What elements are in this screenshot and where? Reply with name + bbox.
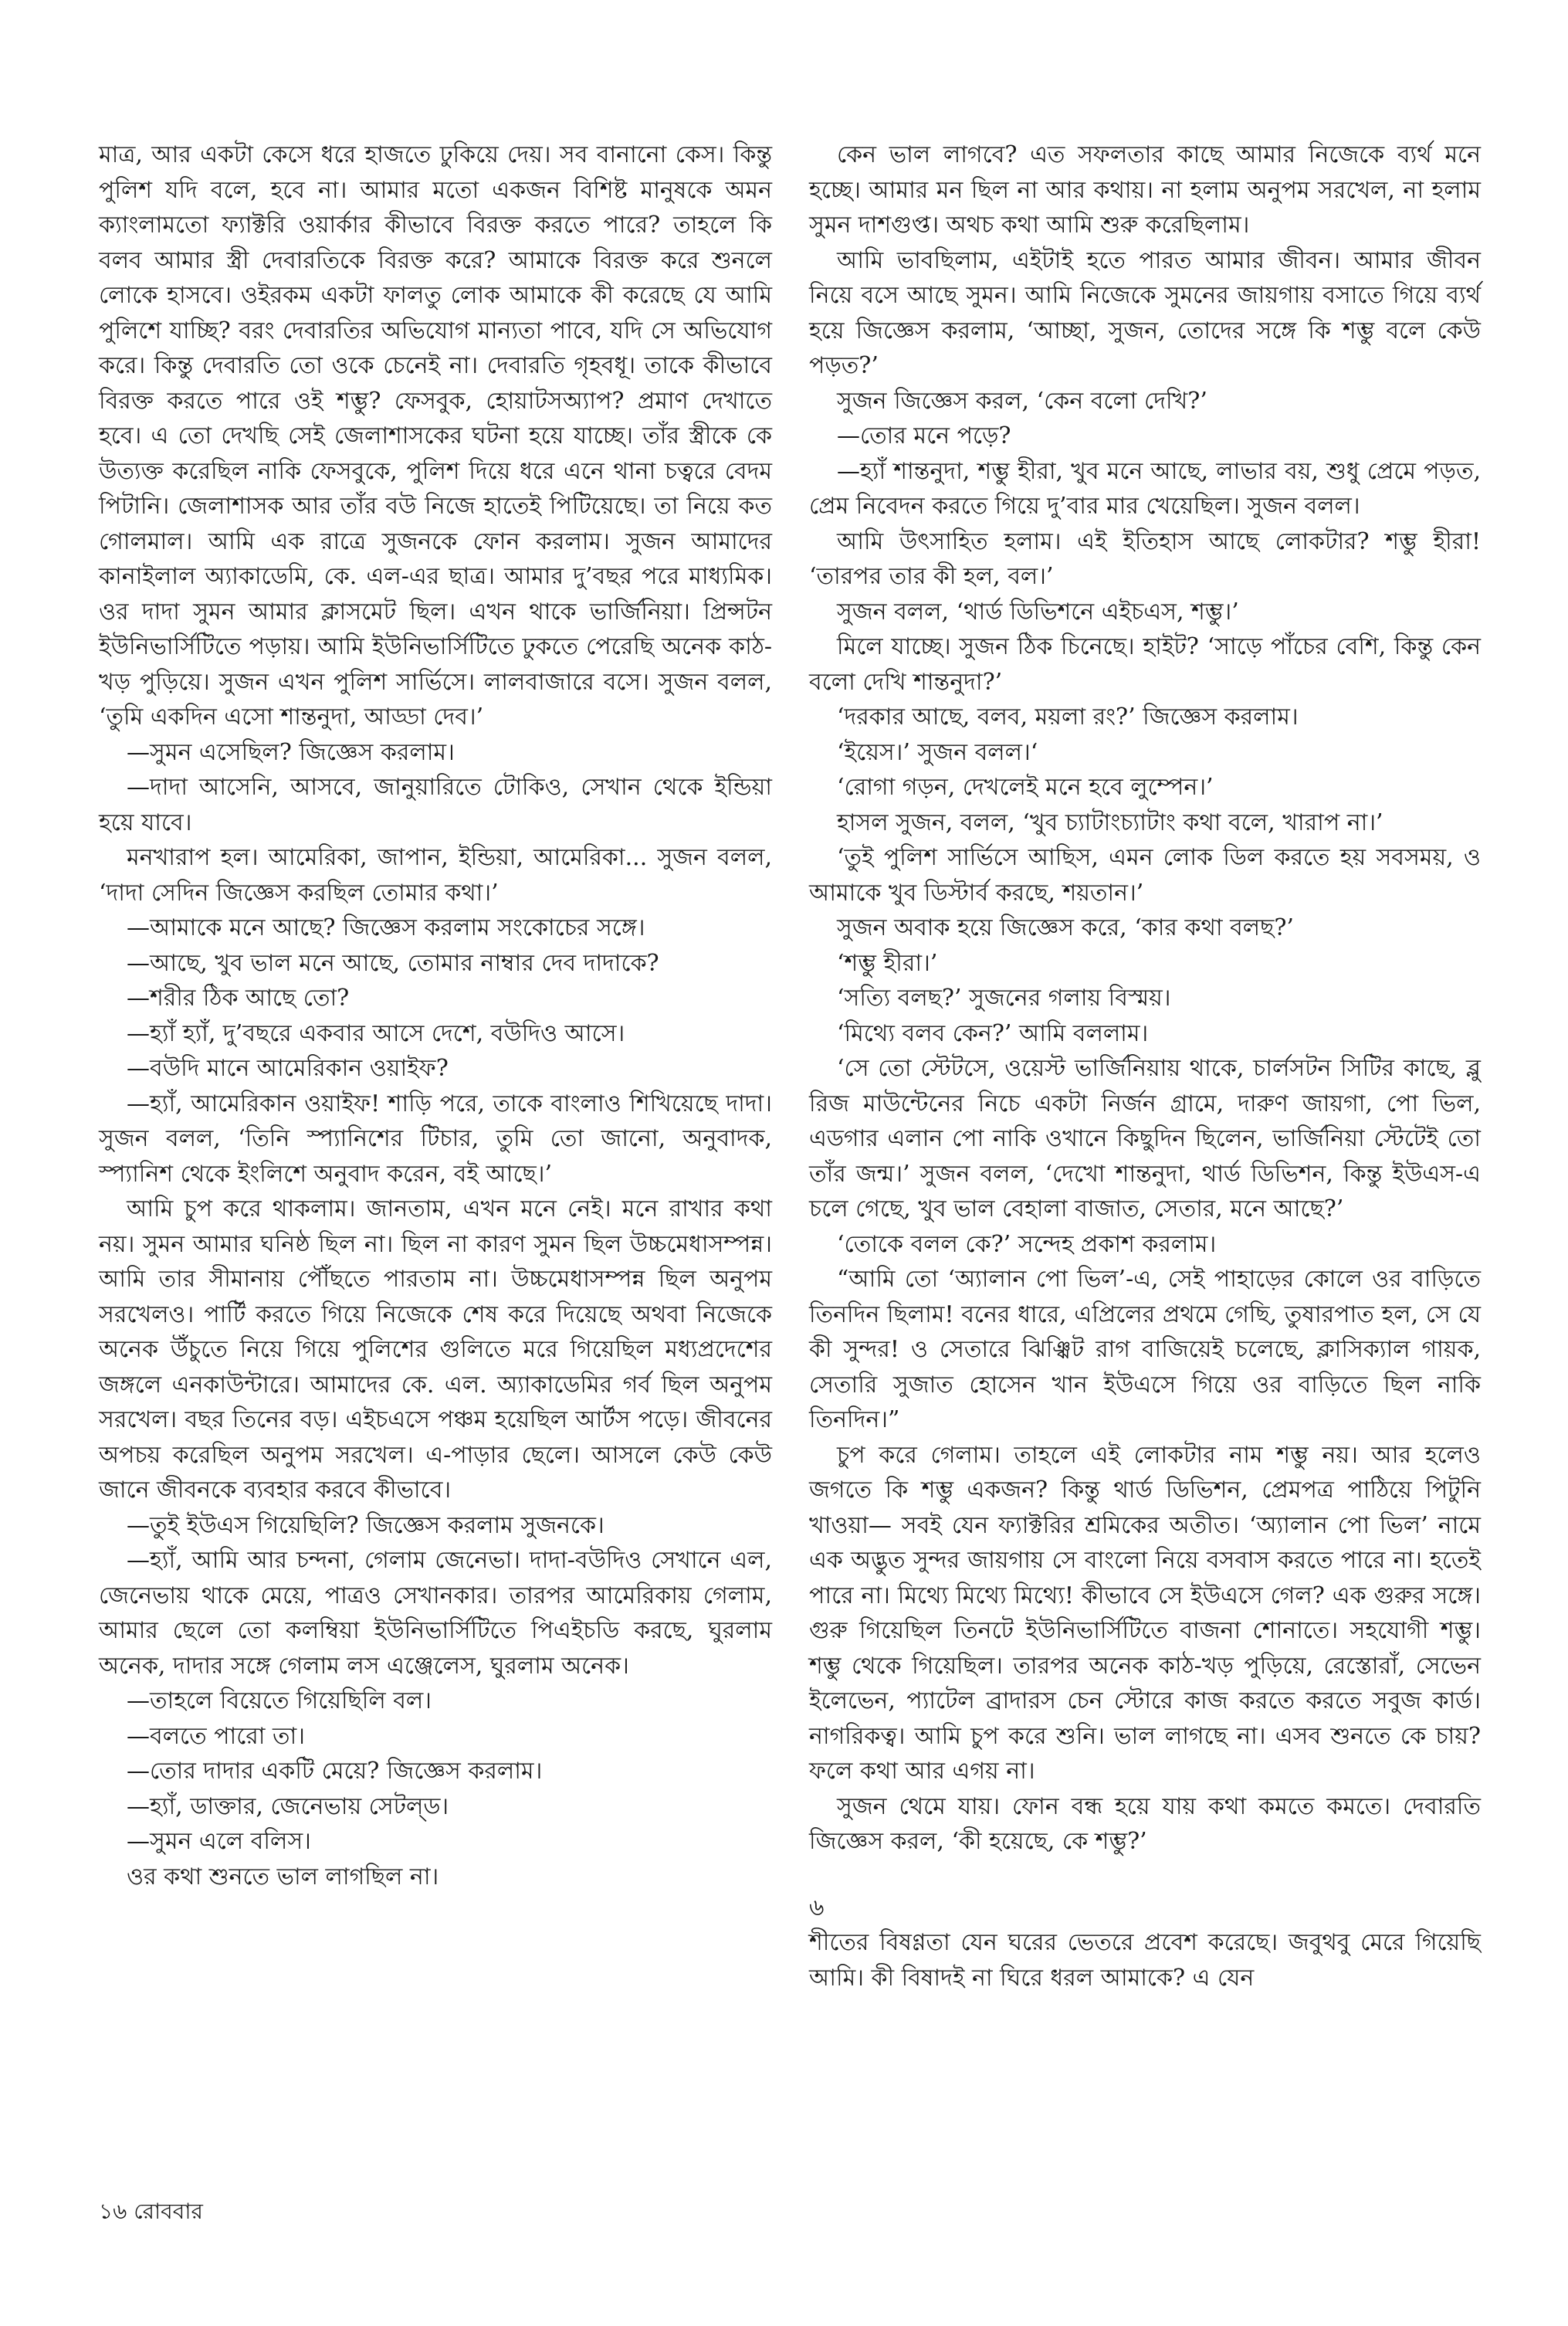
- paragraph: আমি উৎসাহিত হলাম। এই ইতিহাস আছে লোকটার? শম্ভু হীরা! ‘তারপর তার কী হল, বল।’: [809, 527, 1481, 590]
- paragraph: —হ্যাঁ, আমেরিকান ওয়াইফ! শাড়ি পরে, তাকে বাংলাও শিখিয়েছে দাদা। সুজন বলল, ‘তিনি স্প্যানিশের টিচার, তুমি তো জানো, অনুবাদক, স্প্যানিশ থেকে ইংলিশে অনুবাদ করেন, বই আছে।’: [99, 1090, 772, 1188]
- paragraph: সুজন অবাক হয়ে জিজ্ঞেস করে, ‘কার কথা বলছ?’: [837, 914, 1294, 941]
- paragraph: ‘ইয়েস।’ সুজন বলল।‘: [837, 738, 1038, 766]
- paragraph: মনখারাপ হল। আমেরিকা, জাপান, ইন্ডিয়া, আমেরিকা... সুজন বলল, ‘দাদা সেদিন জিজ্ঞেস করছিল তোমার কথা।’: [99, 844, 772, 907]
- paragraph: —শরীর ঠিক আছে তো?: [127, 985, 350, 1012]
- left-column: [99, 137, 772, 1894]
- paragraph: —হ্যাঁ, আমি আর চন্দনা, গেলাম জেনেভা। দাদা-বউদিও সেখানে এল, জেনেভায় থাকে মেয়ে, পাত্রও সেখানকার। তারপর আমেরিকায় গেলাম, আমার ছেলে তো কলম্বিয়া ইউনিভার্সিটিতে পিএইচডি করছে, ঘুরলাম অনেক, দাদার সঙ্গে গেলাম লস এঞ্জেলেস, ঘুরলাম অনেক।: [99, 1547, 772, 1680]
- paragraph: ‘মিথ্যে বলব কেন?’ আমি বললাম।: [837, 1019, 1149, 1047]
- paragraph: ‘সত্যি বলছ?’ সুজনের গলায় বিস্ময়।: [837, 985, 1171, 1012]
- paragraph: সুজন বলল, ‘থার্ড ডিভিশনে এইচএস, শম্ভু।’: [837, 598, 1239, 626]
- paragraph: সুজন জিজ্ঞেস করল, ‘কেন বলো দেখি?’: [837, 387, 1207, 415]
- paragraph: ওর কথা শুনতে ভাল লাগছিল না।: [127, 1863, 439, 1890]
- paragraph: —বলতে পারো তা।: [127, 1722, 305, 1750]
- paragraph: ‘সে তো স্টেটসে, ওয়েস্ট ভার্জিনিয়ায় থাকে, চার্লসটন সিটির কাছে, ব্লু রিজ মাউন্টেনের নিচে একটা নির্জন গ্রামে, দারুণ জায়গা, পো ভিল, এডগার এলান পো নাকি ওখানে কিছুদিন ছিলেন, ভার্জিনিয়া স্টেটেই তো তাঁর জন্ম।’ সুজন বলল, ‘দেখো শান্তনুদা, থার্ড ডিভিশন, কিন্তু ইউএস-এ চলে গেছে, খুব ভাল বেহালা বাজাত, সেতার, মনে আছে?’: [809, 1055, 1481, 1222]
- paragraph: চুপ করে গেলাম। তাহলে এই লোকটার নাম শম্ভু নয়। আর হলেও জগতে কি শম্ভু একজন? কিন্তু থার্ড ডিভিশন, প্রেমপত্র পাঠিয়ে পিটুনি খাওয়া— সবই যেন ফ্যাক্টরির শ্রমিকের অতীত। ‘অ্যালান পো ভিল’ নামে এক অদ্ভুত সুন্দর জায়গায় সে বাংলো নিয়ে বসবাস করতে পারে না। হতেই পারে না। মিথ্যে মিথ্যে মিথ্যে! কীভাবে সে ইউএসে গেল? এক গুরুর সঙ্গে। গুরু গিয়েছিল তিনটে ইউনিভার্সিটিতে বাজনা শোনাতে। সহযোগী শম্ভু। শম্ভু থেকে গিয়েছিল। তারপর অনেক কাঠ-খড় পুড়িয়ে, রেস্তোরাঁ, সেভেন ইলেভেন, প্যাটেল ব্রাদারস চেন স্টোরে কাজ করতে করতে সবুজ কার্ড। নাগরিকত্ব। আমি চুপ করে শুনি। ভাল লাগছে না। এসব শুনতে কে চায়? ফলে কথা আর এগয় না।: [809, 1441, 1481, 1785]
- paragraph: “আমি তো ‘অ্যালান পো ভিল’-এ, সেই পাহাড়ের কোলে ওর বাড়িতে তিনদিন ছিলাম! বনের ধারে, এপ্রিলের প্রথমে গেছি, তুষারপাত হল, সে যে কী সুন্দর! ও সেতারে ঝিঞ্ঝিট রাগ বাজিয়েই চলেছে, ক্লাসিক্যাল গায়ক, সেতারি সুজাত হোসেন খান ইউএসে গিয়ে ওর বাড়িতে ছিল নাকি তিনদিন।”: [809, 1266, 1481, 1433]
- paragraph: —আছে, খুব ভাল মনে আছে, তোমার নাম্বার দেব দাদাকে?: [127, 949, 659, 977]
- paragraph: আমি চুপ করে থাকলাম। জানতাম, এখন মনে নেই। মনে রাখার কথা নয়। সুমন আমার ঘনিষ্ঠ ছিল না। ছিল না কারণ সুমন ছিল উচ্চমেধাসম্পন্ন। আমি তার সীমানায় পৌঁছতে পারতাম না। উচ্চমেধাসম্পন্ন ছিল অনুপম সরখেলও। পার্টি করতে গিয়ে নিজেকে শেষ করে দিয়েছে অথবা নিজেকে অনেক উঁচুতে নিয়ে গিয়ে পুলিশের গুলিতে মরে গিয়েছিল মধ্যপ্রদেশের জঙ্গলে এনকাউন্টারে। আমাদের কে. এল. অ্যাকাডেমির গর্ব ছিল অনুপম সরখেল। বছর তিনের বড়। এইচএসে পঞ্চম হয়েছিল আর্টস পড়ে। জীবনের অপচয় করেছিল অনুপম সরখেল। এ-পাড়ার ছেলে। আসলে কেউ কেউ জানে জীবনকে ব্যবহার করবে কীভাবে।: [99, 1195, 772, 1504]
- paragraph: —তোর মনে পড়ে?: [837, 422, 1011, 449]
- paragraph: হাসল সুজন, বলল, ‘খুব চ্যাটাংচ্যাটাং কথা বলে, খারাপ না।’: [837, 809, 1383, 836]
- paragraph: —দাদা আসেনি, আসবে, জানুয়ারিতে টোকিও, সেখান থেকে ইন্ডিয়া হয়ে যাবে।: [99, 774, 772, 836]
- paragraph: ‘শম্ভু হীরা।’: [837, 949, 938, 977]
- paragraph: —বউদি মানে আমেরিকান ওয়াইফ?: [127, 1055, 449, 1082]
- paragraph: মিলে যাচ্ছে। সুজন ঠিক চিনেছে। হাইট? ‘সাড়ে পাঁচের বেশি, কিন্তু কেন বলো দেখি শান্তনুদা?’: [809, 633, 1481, 696]
- paragraph: —হ্যাঁ হ্যাঁ, দু’বছরে একবার আসে দেশে, বউদিও আসে।: [127, 1019, 625, 1047]
- paragraph: —তোর দাদার একটি মেয়ে? জিজ্ঞেস করলাম।: [127, 1758, 543, 1785]
- paragraph: মাত্র, আর একটা কেসে ধরে হাজতে ঢুকিয়ে দেয়। সব বানানো কেস। কিন্তু পুলিশ যদি বলে, হবে না। আমার মতো একজন বিশিষ্ট মানুষকে অমন ক্যাংলামতো ফ্যাক্টরি ওয়ার্কার কীভাবে বিরক্ত করতে পারে? তাহলে কি বলব আমার স্ত্রী দেবারতিকে বিরক্ত করে? আমাকে বিরক্ত করে শুনলে লোকে হাসবে। ওইরকম একটা ফালতু লোক আমাকে কী করেছে যে আমি পুলিশে যাচ্ছি? বরং দেবারতির অভিযোগ মান্যতা পাবে, যদি সে অভিযোগ করে। কিন্তু দেবারতি তো ওকে চেনেই না। দেবারতি গৃহবধূ। তাকে কীভাবে বিরক্ত করতে পারে ওই শম্ভু? ফেসবুক, হোয়াটসঅ্যাপ? প্রমাণ দেখাতে হবে। এ তো দেখছি সেই জেলাশাসকের ঘটনা হয়ে যাচ্ছে। তাঁর স্ত্রীকে কে উত্যক্ত করেছিল নাকি ফেসবুকে, পুলিশ দিয়ে ধরে এনে থানা চত্বরে বেদম পিটানি। জেলাশাসক আর তাঁর বউ নিজে হাতেই পিটিয়েছে। তা নিয়ে কত গোলমাল। আমি এক রাত্রে সুজনকে ফোন করলাম। সুজন আমাদের কানাইলাল অ্যাকাডেমি, কে. এল-এর ছাত্র। আমার দু’বছর পরে মাধ্যমিক। ওর দাদা সুমন আমার ক্লাসমেট ছিল। এখন থাকে ভার্জিনিয়া। প্রিন্সটন ইউনিভার্সিটিতে পড়ায়। আমি ইউনিভার্সিটিতে ঢুকতে পেরেছি অনেক কাঠ-খড় পুড়িয়ে। সুজন এখন পুলিশ সার্ভিসে। লালবাজারে বসে। সুজন বলল, ‘তুমি একদিন এসো শান্তনুদা, আড্ডা দেব।’: [99, 141, 772, 731]
- page-label: ১৬ রোববার: [99, 2199, 203, 2224]
- page-footer: [99, 2195, 203, 2231]
- paragraph: ‘তুই পুলিশ সার্ভিসে আছিস, এমন লোক ডিল করতে হয় সবসময়, ও আমাকে খুব ডিস্টার্ব করছে, শয়তান।’: [809, 844, 1481, 907]
- section-opening-paragraph: শীতের বিষণ্ণতা যেন ঘরের ভেতরে প্রবেশ করেছে। জবুথবু মেরে গিয়েছি আমি। কী বিষাদই না ঘিরে ধরল আমাকে? এ যেন: [809, 1929, 1481, 1992]
- paragraph: —সুমন এসেছিল? জিজ্ঞেস করলাম।: [127, 738, 455, 766]
- paragraph: —সুমন এলে বলিস।: [127, 1828, 311, 1855]
- paragraph: আমি ভাবছিলাম, এইটাই হতে পারত আমার জীবন। আমার জীবন নিয়ে বসে আছে সুমন। আমি নিজেকে সুমনের জায়গায় বসাতে গিয়ে ব্যর্থ হয়ে জিজ্ঞেস করলাম, ‘আচ্ছা, সুজন, তোদের সঙ্গে কি শম্ভু বলে কেউ পড়ত?’: [809, 246, 1481, 379]
- paragraph: —হ্যাঁ, ডাক্তার, জেনেভায় সেটল্‌ড।: [127, 1792, 449, 1820]
- paragraph: —আমাকে মনে আছে? জিজ্ঞেস করলাম সংকোচের সঙ্গে।: [127, 914, 645, 941]
- paragraph: ‘তোকে বলল কে?’ সন্দেহ প্রকাশ করলাম।: [837, 1230, 1217, 1258]
- paragraph: —হ্যাঁ শান্তনুদা, শম্ভু হীরা, খুব মনে আছে, লাভার বয়, শুধু প্রেমে পড়ত, প্রেম নিবেদন করতে গিয়ে দু’বার মার খেয়েছিল। সুজন বলল।: [809, 457, 1481, 520]
- paragraph: —তুই ইউএস গিয়েছিলি? জিজ্ঞেস করলাম সুজনকে।: [127, 1511, 605, 1539]
- paragraph: কেন ভাল লাগবে? এত সফলতার কাছে আমার নিজেকে ব্যর্থ মনে হচ্ছে। আমার মন ছিল না আর কথায়। না হলাম অনুপম সরখেল, না হলাম সুমন দাশগুপ্ত। অথচ কথা আমি শুরু করেছিলাম।: [809, 141, 1481, 239]
- right-column: [809, 137, 1481, 1995]
- paragraph: ‘দরকার আছে, বলব, ময়লা রং?’ জিজ্ঞেস করলাম।: [837, 704, 1299, 731]
- paragraph: —তাহলে বিয়েতে গিয়েছিলি বল।: [127, 1687, 432, 1714]
- paragraph: সুজন থেমে যায়। ফোন বন্ধ হয়ে যায় কথা কমতে কমতে। দেবারতি জিজ্ঞেস করল, ‘কী হয়েছে, কে শম্ভু?’: [809, 1792, 1481, 1855]
- paragraph: ‘রোগা গড়ন, দেখলেই মনে হবে লুম্পেন।’: [837, 774, 1214, 801]
- section-number: ৬: [809, 1894, 825, 1921]
